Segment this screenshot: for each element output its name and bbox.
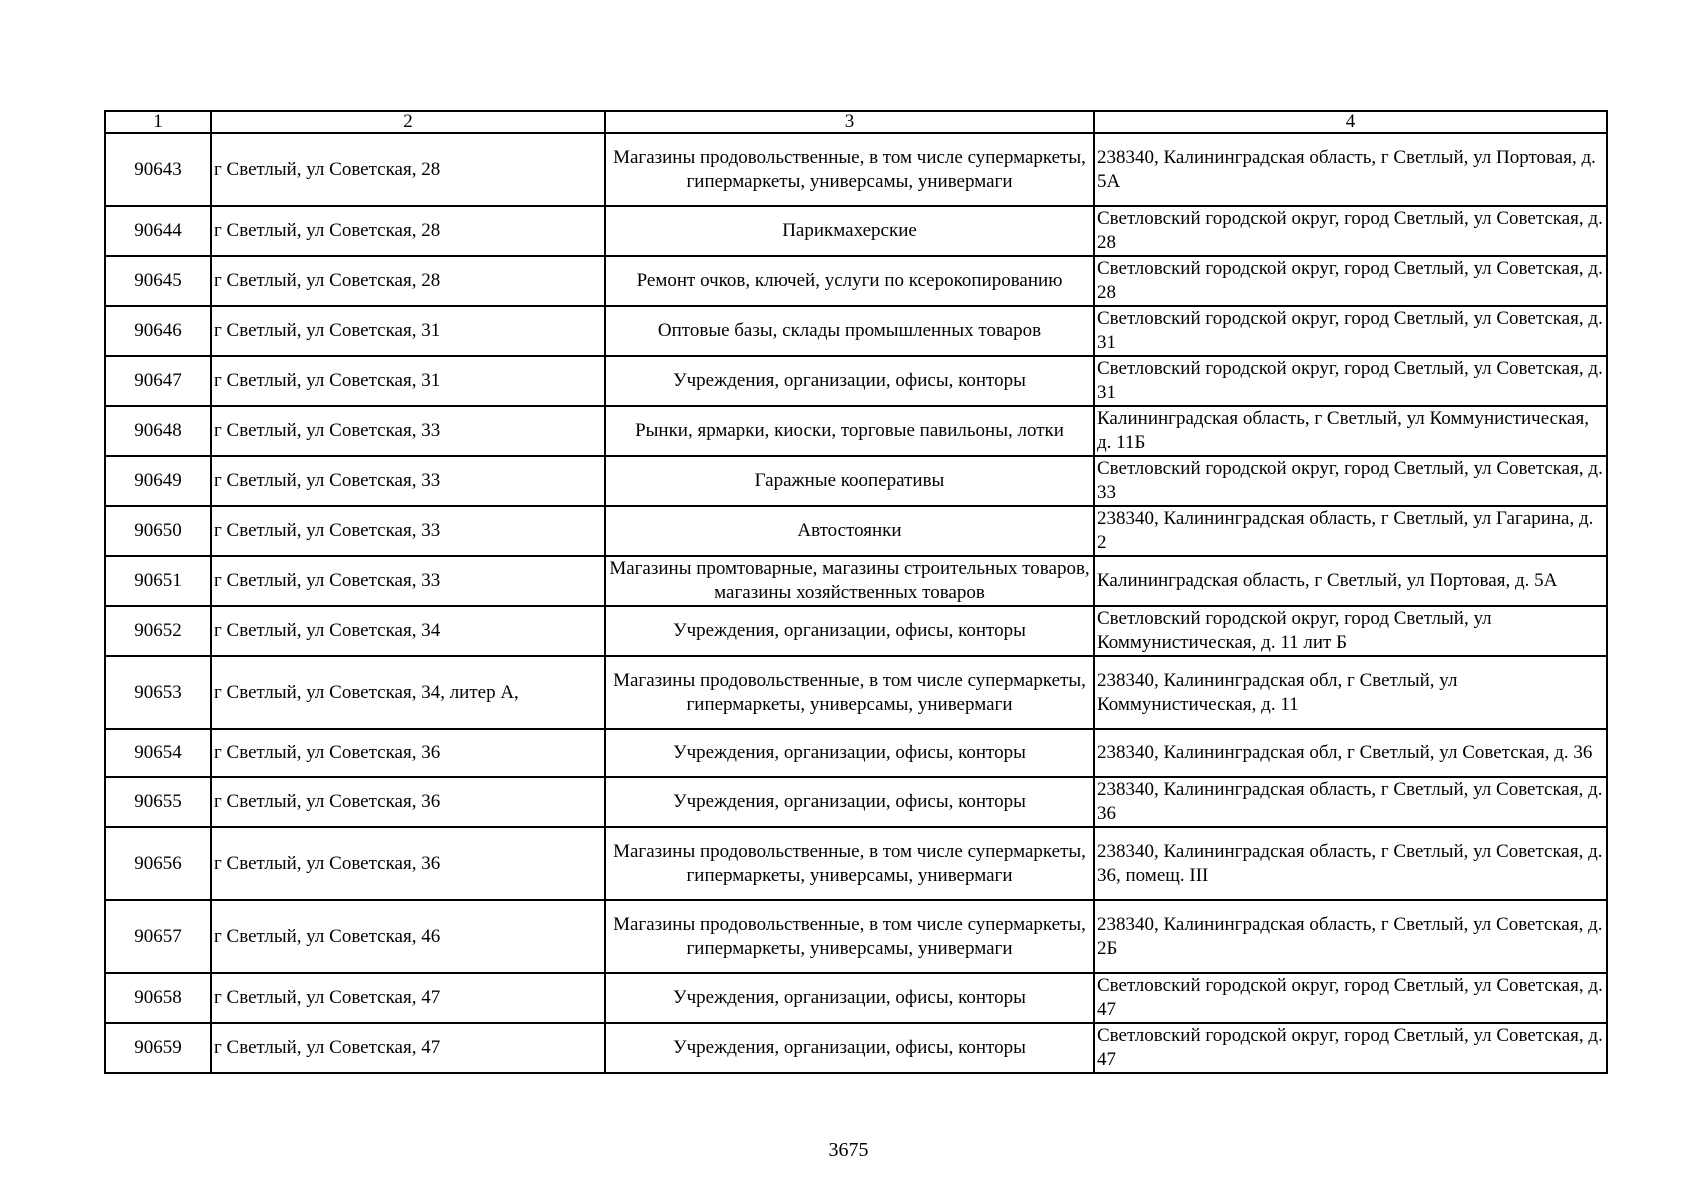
table-row xyxy=(105,973,1607,1023)
table-row xyxy=(105,556,1607,606)
row-category: Магазины продовольственные, в том числе супермаркеты, гипермаркеты, универсамы, универмаги xyxy=(605,133,1094,206)
row-address: г Светлый, ул Советская, 33 xyxy=(211,506,605,556)
row-address: г Светлый, ул Советская, 31 xyxy=(211,306,605,356)
row-category: Магазины продовольственные, в том числе супермаркеты, гипермаркеты, универсамы, универмаги xyxy=(605,900,1094,973)
row-owner: Светловский городской округ, город Светлый, ул Советская, д. 47 xyxy=(1094,973,1607,1023)
row-owner: 238340, Калининградская область, г Светлый, ул Гагарина, д. 2 xyxy=(1094,506,1607,556)
row-address: г Светлый, ул Советская, 33 xyxy=(211,406,605,456)
row-category: Гаражные кооперативы xyxy=(605,456,1094,506)
table-row xyxy=(105,606,1607,656)
table-row xyxy=(105,456,1607,506)
row-address: г Светлый, ул Советская, 36 xyxy=(211,777,605,827)
row-address: г Светлый, ул Советская, 46 xyxy=(211,900,605,973)
row-owner: 238340, Калининградская область, г Светлый, ул Портовая, д. 5А xyxy=(1094,133,1607,206)
row-category: Парикмахерские xyxy=(605,206,1094,256)
row-category: Магазины продовольственные, в том числе супермаркеты, гипермаркеты, универсамы, универмаги xyxy=(605,656,1094,729)
row-category: Ремонт очков, ключей, услуги по ксерокопированию xyxy=(605,256,1094,306)
row-id: 90643 xyxy=(105,133,211,206)
row-address: г Светлый, ул Советская, 28 xyxy=(211,133,605,206)
table-row xyxy=(105,406,1607,456)
column-header-1: 1 xyxy=(105,111,211,133)
table-header xyxy=(105,111,1607,133)
row-owner: Светловский городской округ, город Светлый, ул Советская, д. 47 xyxy=(1094,1023,1607,1073)
column-header-3: 3 xyxy=(605,111,1094,133)
registry-table xyxy=(104,110,1608,1074)
row-address: г Светлый, ул Советская, 33 xyxy=(211,456,605,506)
row-address: г Светлый, ул Советская, 47 xyxy=(211,1023,605,1073)
row-owner: Калининградская область, г Светлый, ул Портовая, д. 5А xyxy=(1094,556,1607,606)
table-body xyxy=(105,133,1607,1073)
row-id: 90653 xyxy=(105,656,211,729)
row-category: Магазины промтоварные, магазины строительных товаров, магазины хозяйственных товаров xyxy=(605,556,1094,606)
row-id: 90647 xyxy=(105,356,211,406)
table-row xyxy=(105,356,1607,406)
row-id: 90655 xyxy=(105,777,211,827)
table-row xyxy=(105,777,1607,827)
row-address: г Светлый, ул Советская, 33 xyxy=(211,556,605,606)
header-row xyxy=(105,111,1607,133)
row-id: 90656 xyxy=(105,827,211,900)
table-row xyxy=(105,133,1607,206)
row-id: 90651 xyxy=(105,556,211,606)
row-owner: 238340, Калининградская обл, г Светлый, ул Советская, д. 36 xyxy=(1094,729,1607,777)
table-row xyxy=(105,827,1607,900)
row-category: Магазины продовольственные, в том числе супермаркеты, гипермаркеты, универсамы, универмаги xyxy=(605,827,1094,900)
row-owner: 238340, Калининградская область, г Светлый, ул Советская, д. 36 xyxy=(1094,777,1607,827)
page-number: 3675 xyxy=(828,1139,869,1161)
row-owner: Светловский городской округ, город Светлый, ул Советская, д. 28 xyxy=(1094,206,1607,256)
row-category: Рынки, ярмарки, киоски, торговые павильоны, лотки xyxy=(605,406,1094,456)
row-category: Учреждения, организации, офисы, конторы xyxy=(605,606,1094,656)
row-address: г Светлый, ул Советская, 34 xyxy=(211,606,605,656)
row-id: 90646 xyxy=(105,306,211,356)
row-owner: 238340, Калининградская область, г Светлый, ул Советская, д. 2Б xyxy=(1094,900,1607,973)
row-owner: Светловский городской округ, город Светлый, ул Коммунистическая, д. 11 лит Б xyxy=(1094,606,1607,656)
row-address: г Светлый, ул Советская, 47 xyxy=(211,973,605,1023)
row-id: 90654 xyxy=(105,729,211,777)
row-id: 90644 xyxy=(105,206,211,256)
row-id: 90645 xyxy=(105,256,211,306)
row-owner: Светловский городской округ, город Светлый, ул Советская, д. 31 xyxy=(1094,306,1607,356)
column-header-2: 2 xyxy=(211,111,605,133)
row-category: Автостоянки xyxy=(605,506,1094,556)
table-row xyxy=(105,506,1607,556)
row-category: Учреждения, организации, офисы, конторы xyxy=(605,777,1094,827)
row-address: г Светлый, ул Советская, 28 xyxy=(211,256,605,306)
row-owner: Светловский городской округ, город Светлый, ул Советская, д. 28 xyxy=(1094,256,1607,306)
table-row xyxy=(105,256,1607,306)
row-id: 90652 xyxy=(105,606,211,656)
table-row xyxy=(105,1023,1607,1073)
row-id: 90658 xyxy=(105,973,211,1023)
column-header-4: 4 xyxy=(1094,111,1607,133)
row-id: 90648 xyxy=(105,406,211,456)
row-category: Учреждения, организации, офисы, конторы xyxy=(605,1023,1094,1073)
table-row xyxy=(105,656,1607,729)
row-owner: Калининградская область, г Светлый, ул Коммунистическая, д. 11Б xyxy=(1094,406,1607,456)
row-category: Учреждения, организации, офисы, конторы xyxy=(605,973,1094,1023)
table-row xyxy=(105,206,1607,256)
row-category: Учреждения, организации, офисы, конторы xyxy=(605,356,1094,406)
row-owner: 238340, Калининградская область, г Светлый, ул Советская, д. 36, помещ. III xyxy=(1094,827,1607,900)
table-row xyxy=(105,900,1607,973)
row-owner: Светловский городской округ, город Светлый, ул Советская, д. 31 xyxy=(1094,356,1607,406)
row-id: 90659 xyxy=(105,1023,211,1073)
row-owner: 238340, Калининградская обл, г Светлый, ул Коммунистическая, д. 11 xyxy=(1094,656,1607,729)
row-category: Учреждения, организации, офисы, конторы xyxy=(605,729,1094,777)
row-address: г Светлый, ул Советская, 36 xyxy=(211,729,605,777)
table-row xyxy=(105,729,1607,777)
row-address: г Светлый, ул Советская, 34, литер А, xyxy=(211,656,605,729)
row-owner: Светловский городской округ, город Светлый, ул Советская, д. 33 xyxy=(1094,456,1607,506)
row-id: 90657 xyxy=(105,900,211,973)
row-address: г Светлый, ул Советская, 36 xyxy=(211,827,605,900)
row-id: 90649 xyxy=(105,456,211,506)
row-category: Оптовые базы, склады промышленных товаров xyxy=(605,306,1094,356)
row-address: г Светлый, ул Советская, 31 xyxy=(211,356,605,406)
row-address: г Светлый, ул Советская, 28 xyxy=(211,206,605,256)
table-row xyxy=(105,306,1607,356)
row-id: 90650 xyxy=(105,506,211,556)
